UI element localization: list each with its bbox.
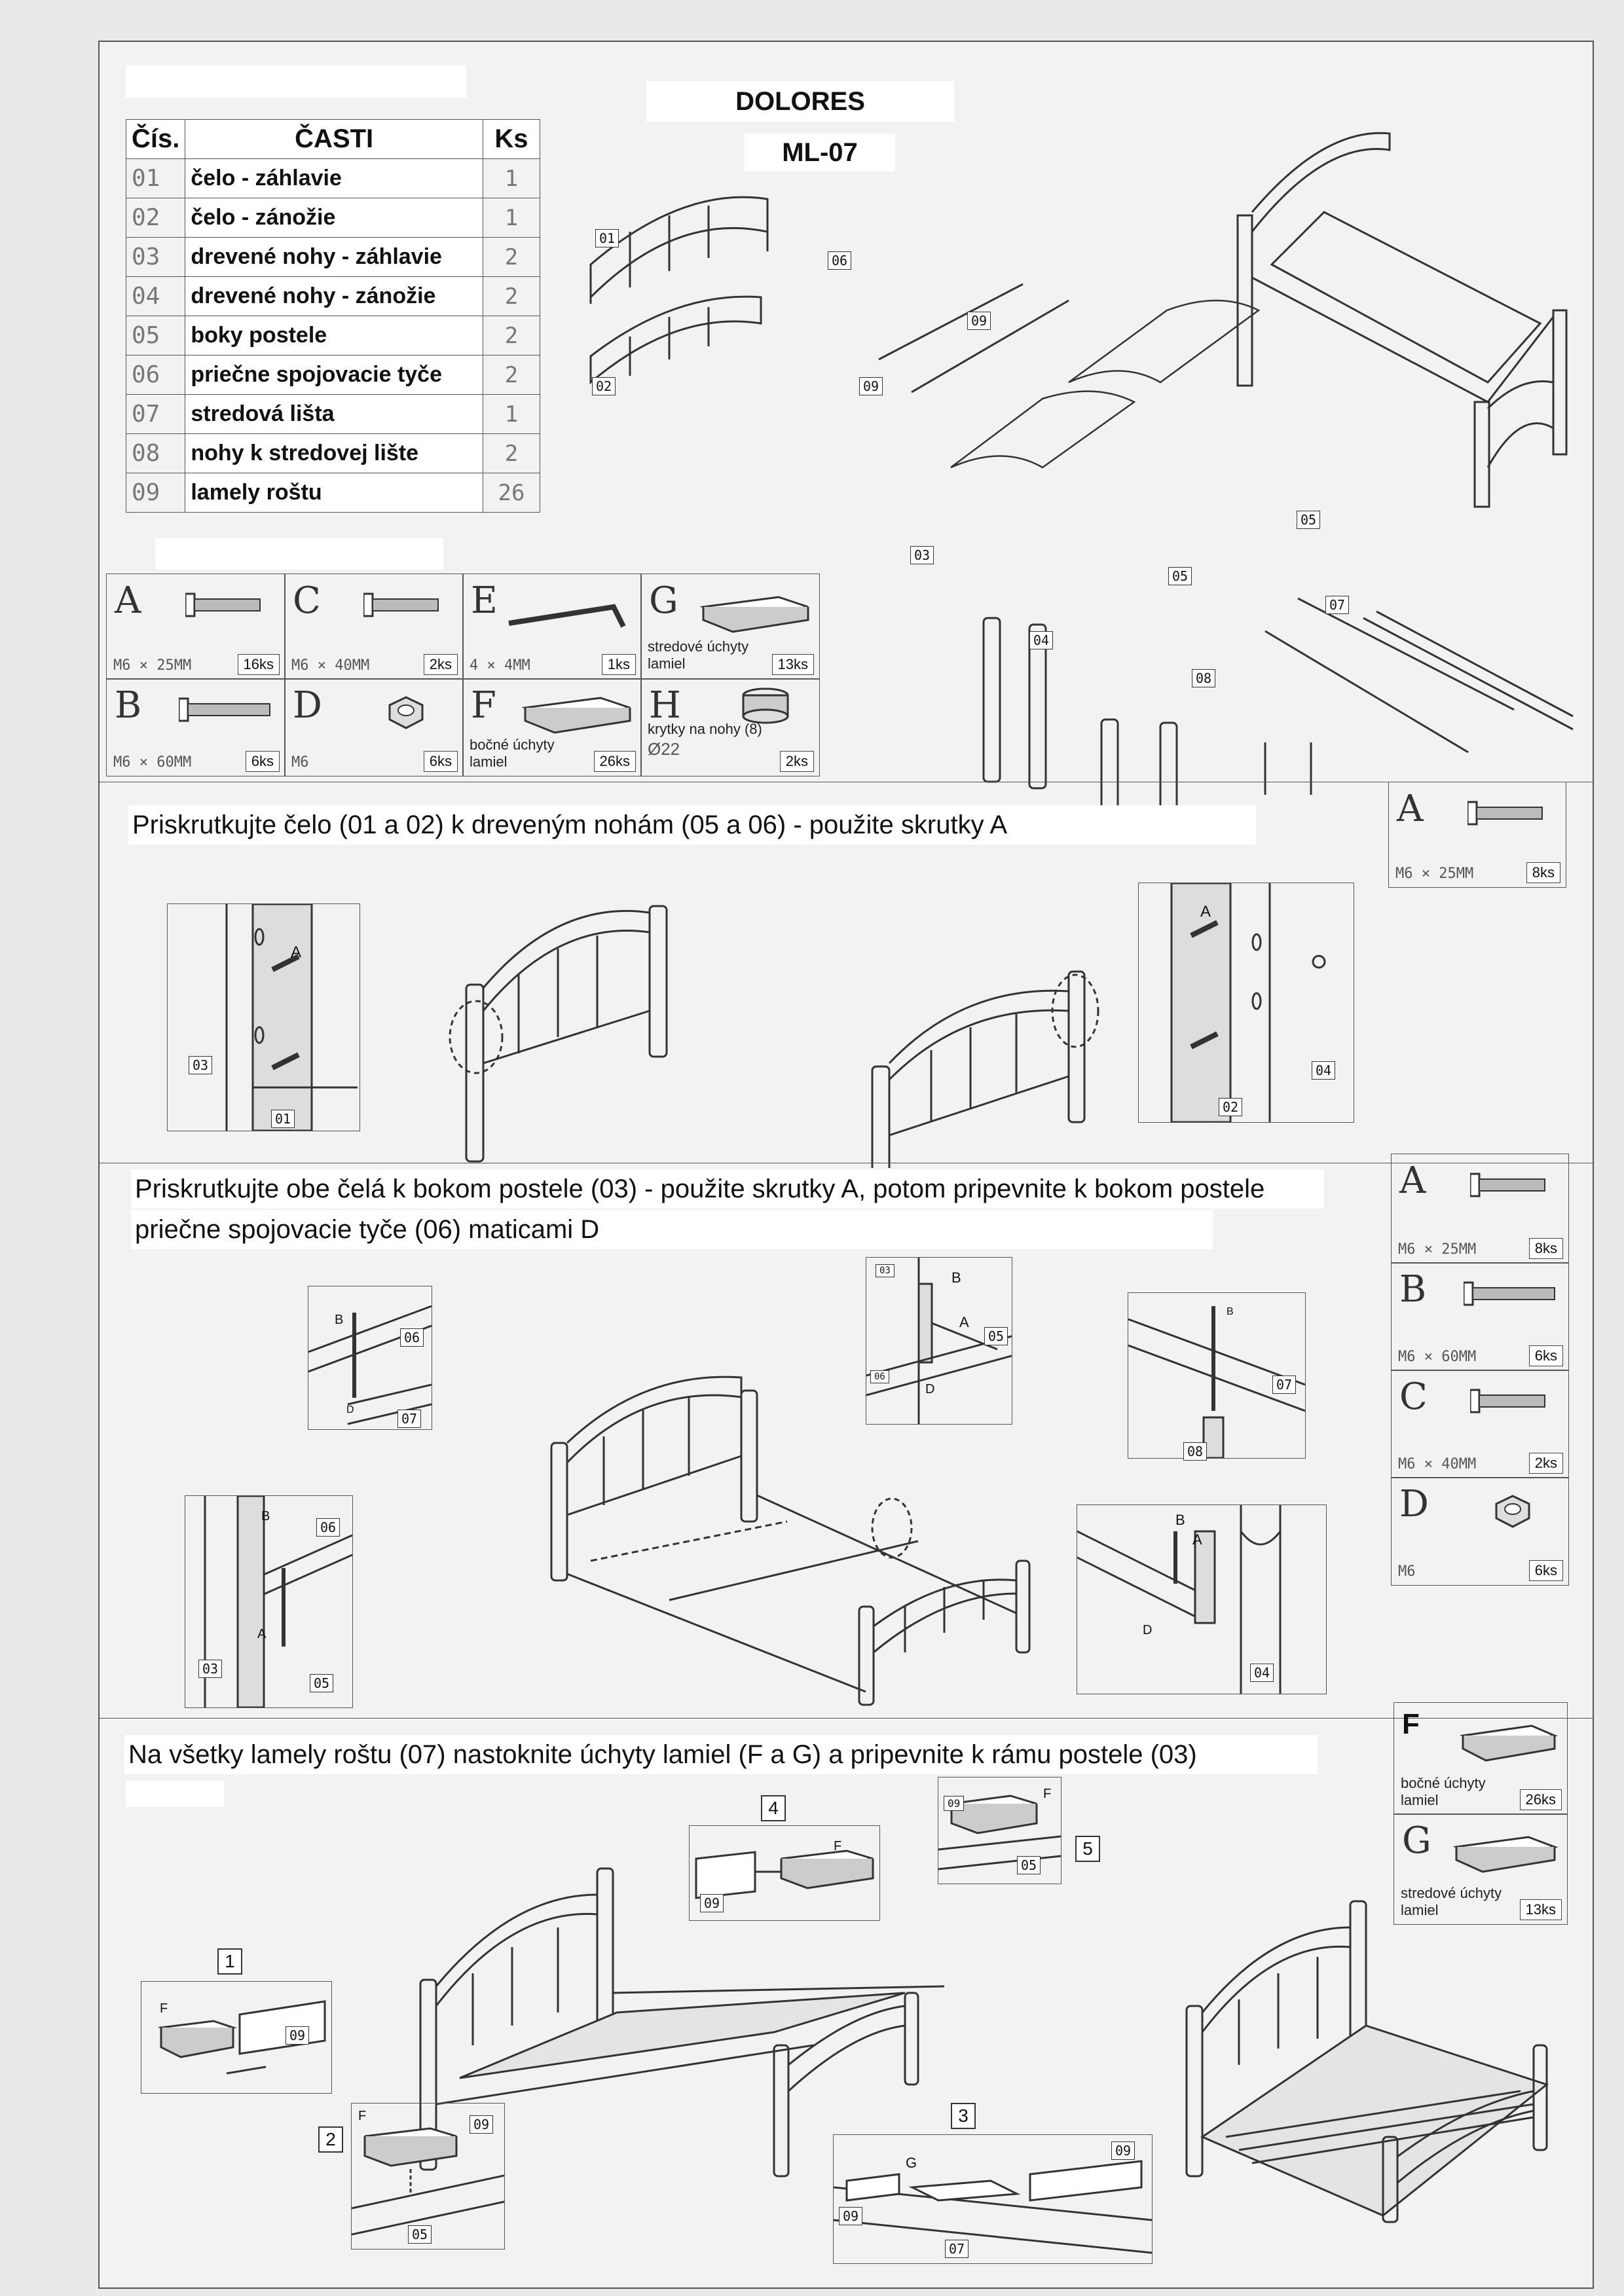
part-tag: 03 xyxy=(910,546,934,564)
substep-number: 5 xyxy=(1075,1836,1100,1862)
substep2-panel xyxy=(351,2103,505,2250)
col-num: Čís. xyxy=(126,120,185,159)
step3-hardware-g: G stredové úchyty lamiel 13ks xyxy=(1393,1813,1568,1925)
callout-label: A xyxy=(959,1314,969,1330)
leg-cap-icon xyxy=(739,685,792,725)
step1-headboard-drawing xyxy=(427,860,1180,1168)
callout-label: A xyxy=(291,943,302,961)
part-tag: 02 xyxy=(1219,1098,1242,1116)
part-tag: 01 xyxy=(595,229,619,247)
part-tag: 08 xyxy=(1183,1442,1207,1461)
substep-number: 4 xyxy=(761,1795,786,1821)
table-row: 01 čelo - záhlavie 1 xyxy=(126,159,540,198)
instruction-sheet xyxy=(98,41,1594,2289)
part-tag: 04 xyxy=(1029,631,1053,649)
step1-detail-right xyxy=(1138,883,1354,1123)
section-divider xyxy=(100,1718,1593,1719)
part-tag: 04 xyxy=(1312,1061,1335,1080)
substep-number: 2 xyxy=(318,2126,343,2153)
detail-drawing xyxy=(168,904,360,1131)
table-row: 06 priečne spojovacie tyče 2 xyxy=(126,355,540,395)
callout-label: F xyxy=(834,1839,842,1853)
table-row: 09 lamely roštu 26 xyxy=(126,473,540,513)
detail-drawing xyxy=(938,1777,1061,1884)
col-qty: Ks xyxy=(483,120,540,159)
part-tag: 09 xyxy=(859,377,883,395)
table-row: 08 nohy k stredovej lište 2 xyxy=(126,434,540,473)
step3-bed-right-drawing xyxy=(1075,1862,1573,2229)
callout-label: B xyxy=(951,1269,961,1286)
part-tag: 03 xyxy=(876,1264,895,1277)
part-tag: 09 xyxy=(470,2115,493,2134)
hardware-e: E 4 × 4MM 1ks xyxy=(462,574,642,680)
redacted-label xyxy=(126,65,466,98)
callout-label: B xyxy=(335,1313,344,1327)
callout-label: D xyxy=(925,1382,935,1396)
step1-hardware-a: A M6 × 25MM 8ks xyxy=(1388,782,1566,888)
hardware-g: G stredové úchyty lamiel 13ks xyxy=(640,574,820,680)
part-tag: 03 xyxy=(189,1056,212,1074)
step3-text: Na všetky lamely roštu (07) nastoknite úchyty lamiel (F a G) a pripevnite k rámu postele (03) xyxy=(124,1735,1318,1774)
step2-detail-top-left xyxy=(308,1286,432,1430)
slat-holder-icon xyxy=(700,587,811,633)
step2-hardware-d: D M6 6ks xyxy=(1391,1477,1569,1586)
table-row: 05 boky postele 2 xyxy=(126,316,540,355)
screw-icon xyxy=(179,693,277,726)
callout-label: B xyxy=(1175,1512,1185,1528)
part-tag: 07 xyxy=(1272,1376,1296,1394)
table-row: 02 čelo - zánožie 1 xyxy=(126,198,540,238)
hardware-d: D M6 6ks xyxy=(284,678,464,776)
part-tag: 01 xyxy=(271,1110,295,1128)
table-row: 03 drevené nohy - záhlavie 2 xyxy=(126,238,540,277)
nut-icon xyxy=(1490,1491,1536,1530)
part-tag: 05 xyxy=(1297,511,1320,529)
table-row: 07 stredová lišta 1 xyxy=(126,395,540,434)
detail-drawing xyxy=(1139,883,1354,1122)
detail-drawing xyxy=(308,1286,432,1429)
part-tag: 02 xyxy=(592,377,616,395)
step2-detail-top-mid xyxy=(866,1257,1012,1425)
part-tag: 04 xyxy=(1250,1664,1274,1682)
step2-detail-top-right xyxy=(1128,1292,1306,1459)
part-tag: 05 xyxy=(984,1327,1008,1345)
part-tag: 05 xyxy=(1017,1856,1041,1874)
part-tag: 06 xyxy=(400,1328,424,1347)
part-tag: 05 xyxy=(408,2225,432,2244)
part-tag: 05 xyxy=(310,1674,333,1692)
substep1-panel xyxy=(141,1981,332,2094)
part-tag: 09 xyxy=(1111,2141,1135,2160)
part-tag: 09 xyxy=(286,2026,309,2045)
hardware-c: C M6 × 40MM 2ks xyxy=(284,574,464,680)
step2-hardware-a: A M6 × 25MM 8ks xyxy=(1391,1154,1569,1264)
callout-label: D xyxy=(1143,1623,1153,1637)
screw-icon xyxy=(1470,1385,1555,1417)
hardware-a: A M6 × 25MM 16ks xyxy=(106,574,286,680)
callout-label: B xyxy=(1227,1306,1234,1317)
hardware-b: B M6 × 60MM 6ks xyxy=(106,678,286,776)
callout-label: B xyxy=(261,1509,270,1523)
step3-hardware-f: F bočné úchyty lamiel 26ks xyxy=(1393,1702,1568,1815)
callout-label: F xyxy=(160,2001,168,2016)
screw-icon xyxy=(185,589,270,621)
part-tag: 05 xyxy=(1168,567,1192,585)
table-row: 04 drevené nohy - zánožie 2 xyxy=(126,277,540,316)
callout-label: A xyxy=(1192,1531,1202,1548)
substep-number: 3 xyxy=(951,2103,976,2129)
step1-text: Priskrutkujte čelo (01 a 02) k dreveným nohám (05 a 06) - použite skrutky A xyxy=(128,805,1256,845)
col-parts: ČASTI xyxy=(185,120,483,159)
hardware-h: H krytky na nohy (8) Ø22 2ks xyxy=(640,678,820,776)
part-tag: 08 xyxy=(1192,669,1215,687)
part-tag: 03 xyxy=(198,1660,222,1678)
redacted-label xyxy=(126,1781,224,1807)
part-tag: 06 xyxy=(870,1370,889,1383)
step2-hardware-b: B M6 × 60MM 6ks xyxy=(1391,1262,1569,1371)
step2-detail-bottom-left xyxy=(185,1495,353,1708)
part-tag: 09 xyxy=(944,1796,964,1811)
part-tag: 09 xyxy=(839,2207,862,2225)
step1-detail-left xyxy=(167,903,360,1131)
callout-label: F xyxy=(358,2109,367,2123)
substep5-panel xyxy=(938,1777,1061,1884)
part-tag: 06 xyxy=(828,251,851,270)
screw-icon xyxy=(363,589,449,621)
substep-number: 1 xyxy=(217,1948,242,1975)
model-name: DOLORES xyxy=(646,81,954,122)
callout-label: G xyxy=(906,2155,917,2171)
part-tag: 07 xyxy=(945,2240,969,2258)
hardware-f: F bočné úchyty lamiel 26ks xyxy=(462,678,642,776)
screw-icon xyxy=(1470,1169,1555,1201)
step2-hardware-c: C M6 × 40MM 2ks xyxy=(1391,1370,1569,1478)
redacted-label xyxy=(155,538,443,570)
part-tag: 06 xyxy=(316,1518,340,1537)
step2-detail-bottom-right xyxy=(1077,1504,1327,1694)
callout-label: D xyxy=(346,1404,354,1415)
callout-label: F xyxy=(1043,1787,1052,1801)
screw-icon xyxy=(1467,797,1553,829)
model-code: ML-07 xyxy=(745,134,895,172)
nut-icon xyxy=(383,692,429,731)
allen-key-icon xyxy=(502,594,633,633)
step2-text-line1: Priskrutkujte obe čelá k bokom postele (03) - použite skrutky A, potom pripevnite k bokom postele xyxy=(131,1169,1324,1209)
parts-table xyxy=(126,119,540,513)
part-tag: 09 xyxy=(967,312,991,330)
part-tag: 07 xyxy=(1325,596,1349,614)
part-tag: 07 xyxy=(397,1410,421,1428)
callout-label: A xyxy=(257,1627,267,1641)
step2-text-line2: priečne spojovacie tyče (06) maticami D xyxy=(131,1210,1213,1249)
screw-icon xyxy=(1464,1277,1562,1310)
slat-holder-icon xyxy=(522,688,633,734)
part-tag: 09 xyxy=(700,1894,724,1912)
callout-label: A xyxy=(1200,903,1211,920)
parts-table-header xyxy=(126,120,540,159)
substep4-panel xyxy=(689,1825,880,1921)
slat-holder-icon xyxy=(1460,1716,1558,1762)
